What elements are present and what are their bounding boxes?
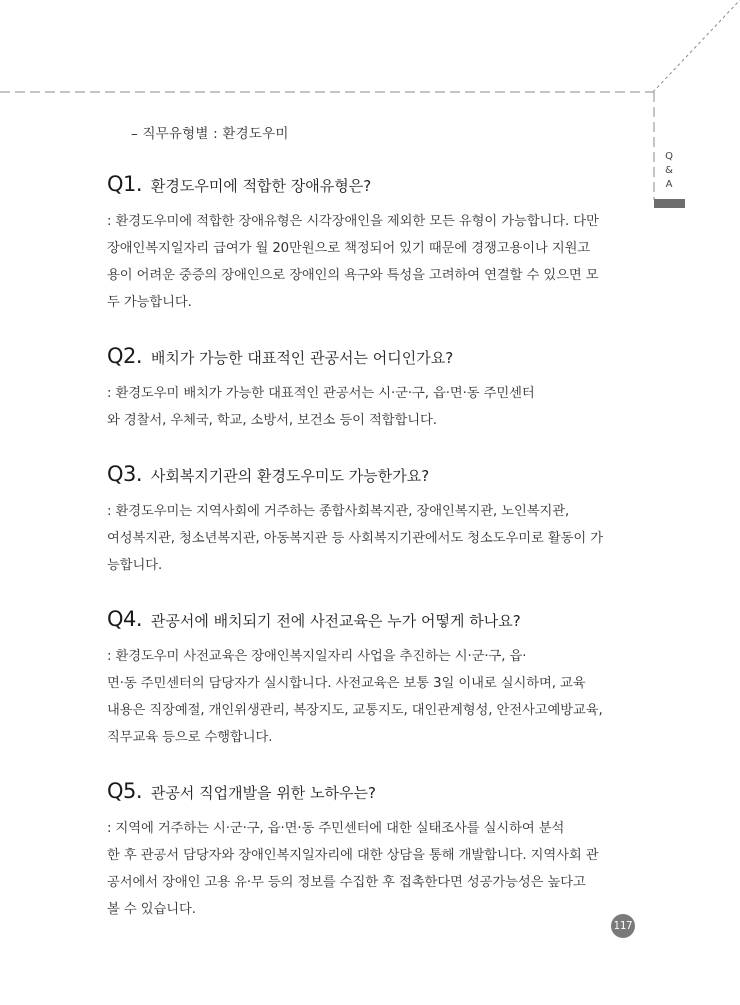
qa-tab-letter: Q <box>665 151 673 162</box>
question-number: Q3. <box>107 462 143 486</box>
question-text: 관공서에 배치되기 전에 사전교육은 누가 어떻게 하나요? <box>150 612 521 630</box>
answer-text <box>107 208 635 316</box>
answer-line: : 환경도우미 사전교육은 장애인복지일자리 사업을 추진하는 시·군·구, 읍· <box>107 649 527 664</box>
qa-section-tab <box>664 150 674 192</box>
qa-item <box>107 170 635 316</box>
question-heading <box>107 777 635 807</box>
answer-line: 두 가능합니다. <box>107 295 192 310</box>
question-number: Q5. <box>107 779 143 803</box>
answer-line: 면·동 주민센터의 담당자가 실시합니다. 사전교육은 보통 3일 이내로 실시하며, 교육 <box>107 676 586 691</box>
qa-tab-letter: A <box>665 179 673 190</box>
question-heading <box>107 605 635 635</box>
question-text: 사회복지기관의 환경도우미도 가능한가요? <box>150 467 430 485</box>
question-number: Q4. <box>107 607 143 631</box>
answer-line: 용이 어려운 중증의 장애인으로 장애인의 욕구와 특성을 고려하여 연결할 수 있으면 모 <box>107 268 599 283</box>
qa-item <box>107 342 635 434</box>
answer-line: : 환경도우미 배치가 가능한 대표적인 관공서는 시·군·구, 읍·면·동 주민센터 <box>107 386 535 401</box>
qa-item <box>107 605 635 751</box>
question-text: 관공서 직업개발을 위한 노하우는? <box>150 784 376 802</box>
answer-text <box>107 380 635 434</box>
answer-text <box>107 643 635 751</box>
answer-line: 공서에서 장애인 고용 유·무 등의 정보를 수집한 후 접촉한다면 성공가능성은 높다고 <box>107 875 586 890</box>
qa-list <box>107 170 635 949</box>
answer-line: : 환경도우미에 적합한 장애유형은 시각장애인을 제외한 모든 유형이 가능합니다. 다만 <box>107 214 599 229</box>
question-heading <box>107 342 635 372</box>
answer-line: 내용은 직장예절, 개인위생관리, 복장지도, 교통지도, 대인관계형성, 안전사고예방교육, <box>107 703 603 718</box>
answer-text <box>107 815 635 923</box>
question-number: Q2. <box>107 344 143 368</box>
answer-line: 와 경찰서, 우체국, 학교, 소방서, 보건소 등이 적합합니다. <box>107 413 437 428</box>
answer-line: 한 후 관공서 담당자와 장애인복지일자리에 대한 상담을 통해 개발합니다. 지역사회 관 <box>107 848 599 863</box>
answer-line: 볼 수 있습니다. <box>107 902 196 917</box>
question-heading <box>107 170 635 200</box>
question-heading <box>107 460 635 490</box>
qa-item <box>107 777 635 923</box>
answer-text <box>107 498 635 579</box>
question-text: 배치가 가능한 대표적인 관공서는 어디인가요? <box>150 349 454 367</box>
answer-line: : 환경도우미는 지역사회에 거주하는 종합사회복지관, 장애인복지관, 노인복지관, <box>107 504 570 519</box>
section-subtitle: – 직무유형별 : 환경도우미 <box>131 126 289 142</box>
answer-line: 여성복지관, 청소년복지관, 아동복지관 등 사회복지기관에서도 청소도우미로 활동이 가 <box>107 531 603 546</box>
answer-line: 직무교육 등으로 수행합니다. <box>107 730 273 745</box>
qa-item <box>107 460 635 579</box>
answer-line: : 지역에 거주하는 시·군·구, 읍·면·동 주민센터에 대한 실태조사를 실시하여 분석 <box>107 821 565 836</box>
page-number-badge: 117 <box>611 914 635 938</box>
question-number: Q1. <box>107 172 143 196</box>
qa-tab-letter: & <box>665 165 673 176</box>
question-text: 환경도우미에 적합한 장애유형은? <box>150 177 372 195</box>
answer-line: 능합니다. <box>107 558 163 573</box>
qa-tab-bar <box>654 199 685 208</box>
answer-line: 장애인복지일자리 급여가 월 20만원으로 책정되어 있기 때문에 경쟁고용이나 지원고 <box>107 241 591 256</box>
